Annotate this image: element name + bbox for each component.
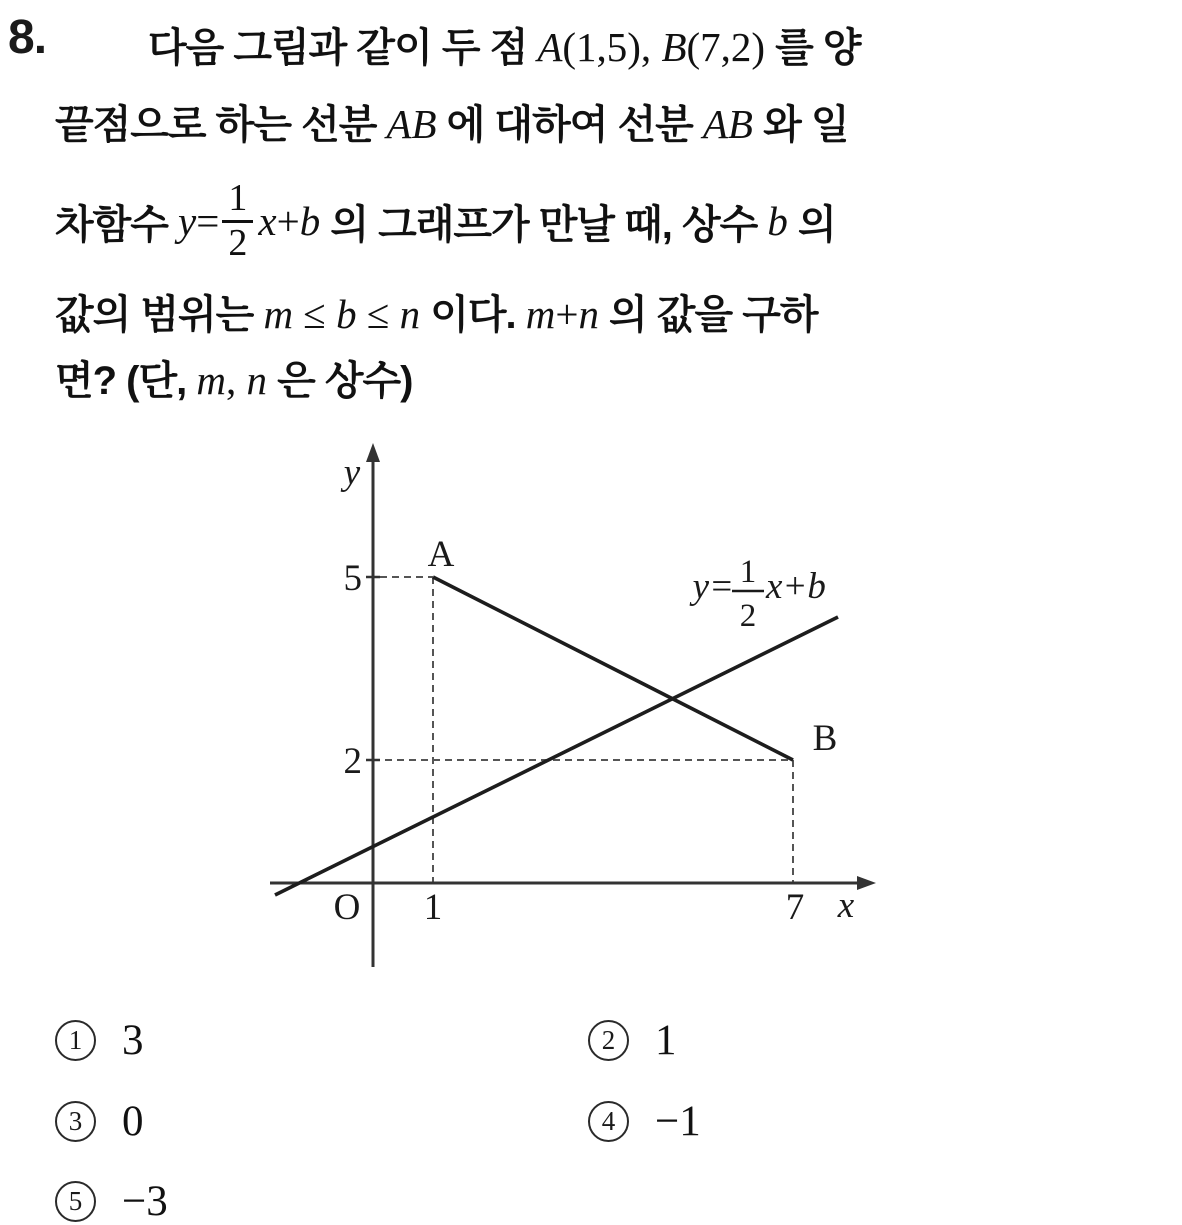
text-run: 의 값을 구하 bbox=[598, 293, 818, 337]
x-axis-arrow-icon bbox=[857, 876, 876, 890]
text-run: 를 양 bbox=[765, 26, 861, 70]
math-run: B bbox=[661, 24, 687, 70]
x-axis-label: x bbox=[837, 885, 855, 926]
equation-prefix: y= bbox=[692, 566, 734, 607]
text-run: 다음 그림과 같이 두 점 bbox=[148, 26, 538, 70]
math-run: ≤ bbox=[293, 291, 337, 337]
problem-text-line-5 bbox=[55, 349, 412, 406]
choice-1-marker: 1 bbox=[55, 1020, 96, 1061]
origin-label: O bbox=[333, 887, 361, 928]
y-axis-arrow-icon bbox=[366, 443, 380, 462]
dashed-guides bbox=[373, 577, 793, 883]
problem-text-line-2 bbox=[55, 93, 848, 150]
y-axis-label: y bbox=[343, 452, 361, 493]
choice-2-marker: 2 bbox=[588, 1020, 629, 1061]
problem-text-line-3 bbox=[55, 168, 836, 274]
text-run: 끝점으로 하는 선분 bbox=[55, 103, 387, 147]
text-run: 에 대하여 선분 bbox=[436, 103, 703, 147]
math-run: b bbox=[336, 291, 357, 337]
text-run: 와 일 bbox=[752, 103, 849, 147]
math-run: y bbox=[178, 198, 197, 244]
tick-label-x1: 1 bbox=[423, 887, 443, 928]
tick-label-x7: 7 bbox=[785, 887, 805, 928]
math-run: AB bbox=[702, 101, 753, 147]
math-run: A bbox=[537, 24, 563, 70]
math-run: (1,5), bbox=[562, 24, 662, 70]
choice-5 bbox=[55, 1177, 168, 1225]
choice-1 bbox=[55, 1016, 144, 1065]
math-run: + bbox=[555, 291, 579, 337]
choice-4-label: −1 bbox=[655, 1098, 701, 1145]
text-run: 차함수 bbox=[55, 202, 179, 247]
fraction-one-half bbox=[222, 178, 253, 265]
choice-2 bbox=[588, 1016, 677, 1065]
equation-suffix: x+b bbox=[766, 566, 826, 607]
math-run: b bbox=[767, 198, 788, 244]
choice-2-label: 1 bbox=[655, 1017, 677, 1064]
math-run: n bbox=[246, 357, 267, 403]
text-run: 의 bbox=[787, 202, 836, 247]
choice-1-label: 3 bbox=[122, 1017, 144, 1064]
problem-text-line-4 bbox=[55, 283, 817, 340]
choice-3-marker: 3 bbox=[55, 1101, 96, 1142]
math-run: n bbox=[578, 291, 599, 337]
math-run: AB bbox=[386, 101, 437, 147]
equation-frac-numerator: 1 bbox=[739, 554, 757, 590]
fraction-denominator: 2 bbox=[222, 220, 253, 265]
math-run: n bbox=[399, 291, 421, 337]
math-run: m bbox=[263, 291, 294, 337]
math-run: m bbox=[196, 357, 226, 403]
math-run: ≤ bbox=[356, 291, 400, 337]
question-number: 8. bbox=[8, 11, 47, 64]
point-A-label: A bbox=[427, 534, 455, 575]
coordinate-graph bbox=[240, 440, 920, 1000]
choice-4 bbox=[588, 1097, 701, 1146]
choice-4-marker: 4 bbox=[588, 1101, 629, 1142]
math-run: m bbox=[525, 291, 556, 337]
math-run: + bbox=[276, 198, 300, 244]
math-run: , bbox=[225, 357, 247, 403]
choice-3 bbox=[55, 1097, 144, 1146]
math-run: = bbox=[196, 198, 220, 244]
tick-label-y2: 2 bbox=[343, 741, 362, 782]
math-run: (7,2) bbox=[686, 24, 766, 70]
text-run: 이다. bbox=[420, 293, 526, 337]
choice-3-label: 0 bbox=[122, 1098, 144, 1145]
math-run: b bbox=[299, 198, 321, 244]
problem-text-line-1 bbox=[148, 16, 861, 73]
text-run: 의 그래프가 만날 때, 상수 bbox=[320, 202, 768, 247]
equation-frac-denominator: 2 bbox=[739, 598, 757, 634]
choice-5-marker: 5 bbox=[55, 1181, 96, 1222]
point-B-label: B bbox=[812, 718, 838, 759]
text-run: 값의 범위는 bbox=[55, 293, 264, 337]
function-equation-label bbox=[689, 554, 826, 634]
text-run: 면? (단, bbox=[55, 359, 197, 403]
math-run: x bbox=[258, 198, 277, 244]
tick-label-y5: 5 bbox=[343, 558, 362, 599]
choice-5-label: −3 bbox=[122, 1178, 168, 1225]
text-run: 은 상수) bbox=[266, 359, 413, 403]
fraction-numerator: 1 bbox=[228, 176, 248, 219]
